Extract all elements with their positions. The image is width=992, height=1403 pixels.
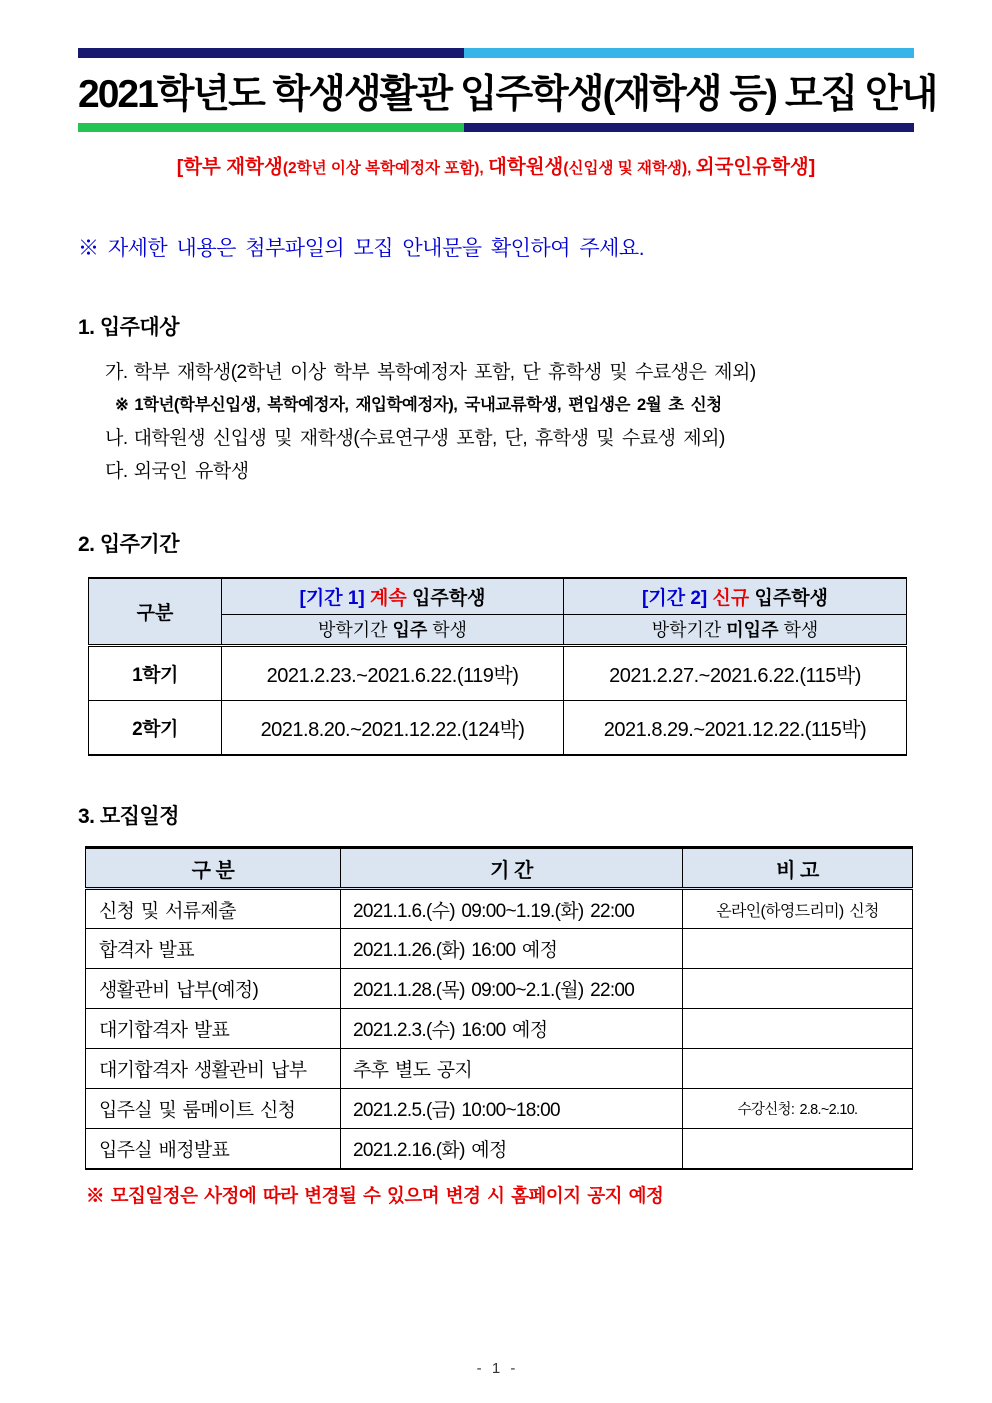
period-rest-label: 입주학생 xyxy=(749,587,828,609)
list-item-text: 대학원생 신입생 및 재학생(수료연구생 포함, 단, 휴학생 및 수료생 제외) xyxy=(133,428,725,449)
table-row xyxy=(86,1129,913,1169)
schedule-period: 2021.2.16.(화) 예정 xyxy=(341,1129,683,1169)
list-item xyxy=(105,422,914,455)
period-tag-label: [기간 1] xyxy=(299,587,371,609)
table-row xyxy=(86,889,913,929)
audience-part: 외국인유학생] xyxy=(695,156,816,178)
schedule-category: 신청 및 서류제출 xyxy=(86,889,341,929)
list-item xyxy=(105,455,914,488)
schedule-note xyxy=(683,929,913,969)
schedule-period: 추후 별도 공지 xyxy=(341,1049,683,1089)
period-keyword-label: 신규 xyxy=(712,587,750,609)
subheader-text: 학생 xyxy=(427,620,468,640)
table-row xyxy=(86,1089,913,1129)
subheader-bold-text: 미입주 xyxy=(726,620,779,640)
period-table-col2-header xyxy=(564,578,907,614)
period-keyword-label: 계속 xyxy=(370,587,407,609)
schedule-period: 2021.2.3.(수) 16:00 예정 xyxy=(341,1009,683,1049)
list-item-marker: 나. xyxy=(105,428,128,449)
schedule-note xyxy=(683,1129,913,1169)
banner-top-bar-navy-segment xyxy=(78,48,464,58)
continuing-period-value: 2021.2.23.~2021.6.22.(119박) xyxy=(222,645,564,700)
banner-top-bar xyxy=(78,48,914,58)
period-table-col1-header xyxy=(222,578,564,614)
period-rest-label: 입주학생 xyxy=(406,587,486,609)
banner-bottom-bar xyxy=(78,123,914,132)
document-title: 2021학년도 학생생활관 입주학생(재학생 등) 모집 안내 xyxy=(78,73,937,116)
list-item-marker: 가. xyxy=(105,362,128,383)
audience-line xyxy=(78,151,914,179)
semester-label: 2학기 xyxy=(89,700,222,755)
continuing-period-value: 2021.8.20.~2021.12.22.(124박) xyxy=(222,700,564,755)
audience-part: (2학년 이상 복학예정자 포함), xyxy=(282,160,489,177)
period-table-col1-subheader xyxy=(222,614,564,645)
schedule-change-footnote: ※ 모집일정은 사정에 따라 변경될 수 있으며 변경 시 홈페이지 공지 예정 xyxy=(86,1184,664,1206)
schedule-note xyxy=(683,969,913,1009)
banner-bottom-bar-green-segment xyxy=(78,123,464,132)
attachment-notice: ※ 자세한 내용은 첨부파일의 모집 안내문을 확인하여 주세요. xyxy=(78,237,645,260)
schedule-note: 수강신청: 2.8.~2.10. xyxy=(683,1089,913,1129)
schedule-category: 대기합격자 발표 xyxy=(86,1009,341,1049)
schedule-period: 2021.2.5.(금) 10:00~18:00 xyxy=(341,1089,683,1129)
eligibility-list xyxy=(78,356,914,488)
table-row xyxy=(86,929,913,969)
new-period-value: 2021.8.29.~2021.12.22.(115박) xyxy=(564,700,907,755)
subheader-text: 학생 xyxy=(778,620,819,640)
list-item-text: 학부 재학생(2학년 이상 학부 복학예정자 포함, 단 휴학생 및 수료생은 제외) xyxy=(133,362,756,383)
page-number: - 1 - xyxy=(476,1360,516,1377)
list-item-marker: 다. xyxy=(105,461,128,482)
schedule-header-note: 비 고 xyxy=(683,848,913,889)
subheader-text: 방학기간 xyxy=(317,620,393,640)
schedule-category: 입주실 배정발표 xyxy=(86,1129,341,1169)
new-period-value: 2021.2.27.~2021.6.22.(115박) xyxy=(564,645,907,700)
schedule-header-period: 기 간 xyxy=(341,848,683,889)
banner-top-bar-skyblue-segment xyxy=(464,48,914,58)
schedule-header-category: 구 분 xyxy=(86,848,341,889)
subheader-bold-text: 입주 xyxy=(392,620,428,640)
period-tag-label: [기간 2] xyxy=(642,587,713,609)
schedule-period: 2021.1.6.(수) 09:00~1.19.(화) 22:00 xyxy=(341,889,683,929)
move-in-period-table xyxy=(88,577,907,756)
audience-part: (신입생 및 재학생), xyxy=(563,160,696,177)
recruitment-schedule-table xyxy=(85,846,913,1170)
title-banner xyxy=(78,48,937,132)
list-item-text: 1학년(학부신입생, 복학예정자, 재입학예정자), 국내교류학생, 편입생은 2월 초 신청 xyxy=(134,396,722,414)
schedule-category: 생활관비 납부(예정) xyxy=(86,969,341,1009)
schedule-category: 입주실 및 룸메이트 신청 xyxy=(86,1089,341,1129)
schedule-period: 2021.1.28.(목) 09:00~2.1.(월) 22:00 xyxy=(341,969,683,1009)
banner-bottom-bar-navy-segment xyxy=(464,123,914,132)
section1-heading: 1. 입주대상 xyxy=(78,316,179,339)
semester-label: 1학기 xyxy=(89,645,222,700)
subheader-text: 방학기간 xyxy=(651,620,727,640)
schedule-note xyxy=(683,1049,913,1089)
schedule-note xyxy=(683,1009,913,1049)
list-item-note xyxy=(105,389,914,422)
list-item-text: 외국인 유학생 xyxy=(133,461,249,482)
table-row xyxy=(89,645,907,700)
schedule-category: 합격자 발표 xyxy=(86,929,341,969)
schedule-category: 대기합격자 생활관비 납부 xyxy=(86,1049,341,1089)
schedule-note: 온라인(하영드리미) 신청 xyxy=(683,889,913,929)
period-table-col2-subheader xyxy=(564,614,907,645)
section3-heading: 3. 모집일정 xyxy=(78,805,179,828)
schedule-period: 2021.1.26.(화) 16:00 예정 xyxy=(341,929,683,969)
audience-part: [학부 재학생 xyxy=(176,156,283,178)
table-row xyxy=(86,1049,913,1089)
table-row xyxy=(86,1009,913,1049)
table-row xyxy=(89,700,907,755)
period-table-corner-header: 구분 xyxy=(89,578,222,645)
table-row xyxy=(86,969,913,1009)
list-item xyxy=(105,356,914,389)
list-item-marker: ※ xyxy=(115,396,129,414)
audience-part: 대학원생 xyxy=(488,156,564,178)
section2-heading: 2. 입주기간 xyxy=(78,533,179,556)
